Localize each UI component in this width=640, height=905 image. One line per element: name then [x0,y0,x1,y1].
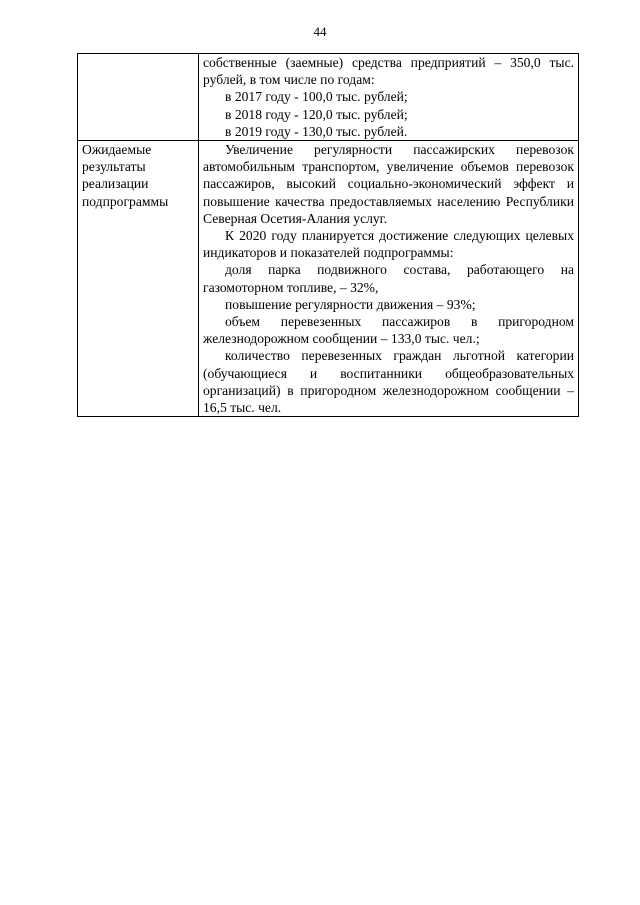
paragraph: Увеличение регулярности пассажирских перевозок автомобильным транспортом, увеличение объемов перевозок пассажиров, высокий социально-экономический эффект и повышение качества предоставляемых населению Республики Северная Осетия-Алания услуг. [203,142,574,226]
table-row-expected-results [78,141,579,417]
paragraph: объем перевезенных пассажиров в пригородном железнодорожном сообщении – 133,0 тыс. чел.; [203,314,574,347]
paragraph: в 2019 году - 130,0 тыс. рублей. [225,123,408,139]
row-label [78,54,199,141]
page-number: 44 [313,24,327,39]
table-row-funding [78,54,579,141]
passport-table [77,53,579,417]
row-content [199,141,579,417]
paragraph: в 2018 году - 120,0 тыс. рублей; [225,106,408,122]
row-content [199,54,579,141]
row-label: Ожидаемые результаты реализации подпрограммы [78,141,199,417]
paragraph: К 2020 году планируется достижение следующих целевых индикаторов и показателей подпрограммы: [203,228,574,261]
paragraph: доля парка подвижного состава, работающего на газомоторном топливе, – 32%, [203,262,574,295]
paragraph: собственные (заемные) средства предприятий – 350,0 тыс. рублей, в том числе по годам: [203,55,574,88]
paragraph: количество перевезенных граждан льготной категории (обучающиеся и воспитанники общеобразовательных организаций) в пригородном железнодорожном сообщении – 16,5 тыс. чел. [203,348,574,416]
paragraph: в 2017 году - 100,0 тыс. рублей; [225,89,408,105]
paragraph: повышение регулярности движения – 93%; [225,296,476,312]
